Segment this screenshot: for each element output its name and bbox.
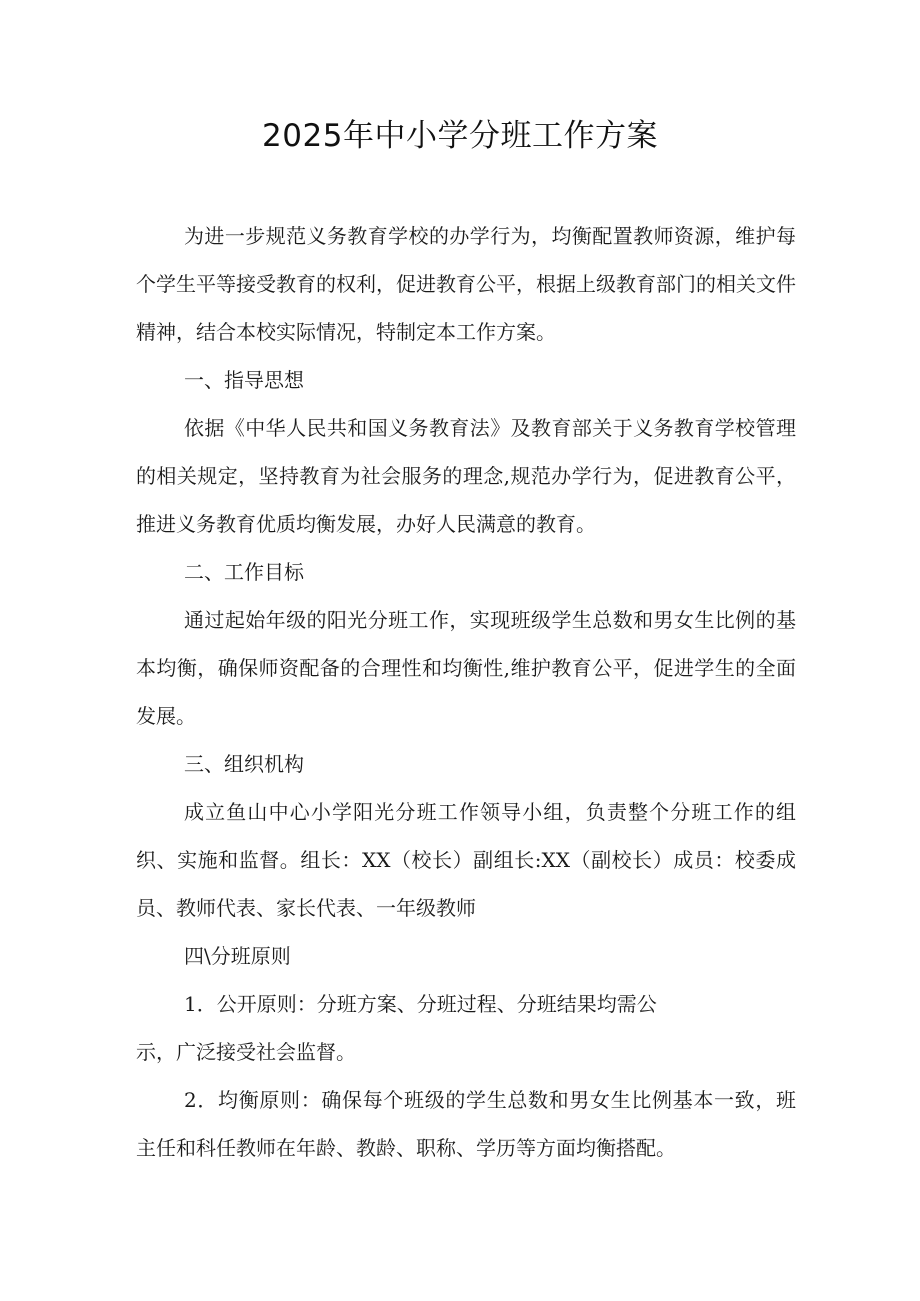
principle-item-balance: 2．均衡原则：确保每个班级的学生总数和男女生比例基本一致，班主任和科任教师在年龄、教龄、职称、学历等方面均衡搭配。 [136, 1088, 796, 1160]
section-heading-guiding-ideology: 一、指导思想 [184, 368, 304, 392]
section-paragraph-organization: 成立鱼山中心小学阳光分班工作领导小组，负责整个分班工作的组织、实施和监督。组长：XX（校长）副组长:XX（副校长）成员：校委成员、教师代表、家长代表、一年级教师 [136, 800, 796, 920]
principle-item-openness-line1: 1．公开原则：分班方案、分班过程、分班结果均需公 [184, 992, 657, 1016]
section-heading-organization: 三、组织机构 [184, 752, 304, 776]
document-body [136, 212, 796, 1172]
section-heading-work-goals: 二、工作目标 [184, 560, 304, 584]
document-title: 2025年中小学分班工作方案 [262, 118, 658, 154]
section-heading-principles: 四\分班原则 [184, 944, 291, 968]
section-paragraph-guiding-ideology: 依据《中华人民共和国义务教育法》及教育部关于义务教育学校管理的相关规定，坚持教育为社会服务的理念,规范办学行为，促进教育公平，推进义务教育优质均衡发展，办好人民满意的教育。 [136, 416, 796, 536]
intro-paragraph: 为进一步规范义务教育学校的办学行为，均衡配置教师资源，维护每个学生平等接受教育的权利，促进教育公平，根据上级教育部门的相关文件精神，结合本校实际情况，特制定本工作方案。 [136, 224, 796, 344]
principle-item-openness-line2: 示，广泛接受社会监督。 [136, 1040, 356, 1064]
section-paragraph-work-goals: 通过起始年级的阳光分班工作，实现班级学生总数和男女生比例的基本均衡，确保师资配备的合理性和均衡性,维护教育公平，促进学生的全面发展。 [136, 608, 796, 728]
